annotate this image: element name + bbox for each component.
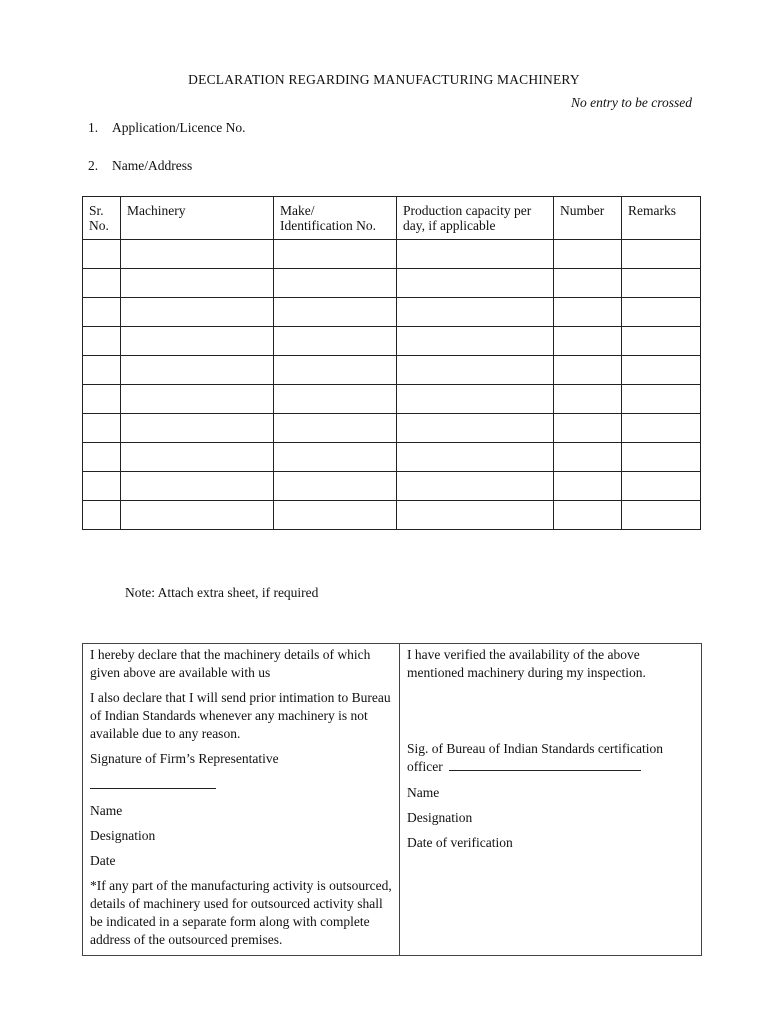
table-cell[interactable] bbox=[121, 269, 274, 298]
table-row bbox=[83, 327, 701, 356]
table-cell[interactable] bbox=[554, 298, 622, 327]
table-cell[interactable] bbox=[554, 385, 622, 414]
table-cell[interactable] bbox=[121, 501, 274, 530]
table-row bbox=[83, 240, 701, 269]
bis-officer-signature-line[interactable] bbox=[449, 758, 641, 771]
table-cell[interactable] bbox=[274, 269, 397, 298]
column-header-make-identification: Make/ Identification No. bbox=[274, 197, 397, 240]
name-address-field bbox=[88, 158, 192, 174]
table-header-row bbox=[83, 197, 701, 240]
intimation-paragraph: I also declare that I will send prior intimation to Bureau of Indian Standards whenever any machinery is not available due to any reason. bbox=[90, 690, 391, 741]
firm-signature-line[interactable] bbox=[90, 774, 216, 789]
bis-officer-designation-label: Designation bbox=[407, 810, 473, 825]
table-row bbox=[83, 472, 701, 501]
firm-date-label: Date bbox=[90, 853, 116, 868]
table-cell[interactable] bbox=[121, 385, 274, 414]
table-cell[interactable] bbox=[622, 414, 701, 443]
table-cell[interactable] bbox=[83, 298, 121, 327]
table-cell[interactable] bbox=[274, 501, 397, 530]
table-cell[interactable] bbox=[274, 298, 397, 327]
table-cell[interactable] bbox=[622, 269, 701, 298]
table-row bbox=[83, 501, 701, 530]
table-cell[interactable] bbox=[274, 356, 397, 385]
bis-officer-signature-label-line1: Sig. of Bureau of Indian Standards certification bbox=[407, 741, 664, 756]
table-cell[interactable] bbox=[397, 356, 554, 385]
table-cell[interactable] bbox=[121, 240, 274, 269]
table-cell[interactable] bbox=[622, 327, 701, 356]
table-cell[interactable] bbox=[397, 501, 554, 530]
table-cell[interactable] bbox=[554, 443, 622, 472]
table-cell[interactable] bbox=[554, 327, 622, 356]
column-header-remarks: Remarks bbox=[622, 197, 701, 240]
table-cell[interactable] bbox=[397, 443, 554, 472]
table-cell[interactable] bbox=[121, 327, 274, 356]
table-cell[interactable] bbox=[397, 327, 554, 356]
table-cell[interactable] bbox=[622, 472, 701, 501]
firm-signature-label: Signature of Firm’s Representative bbox=[90, 751, 279, 766]
column-header-production-capacity: Production capacity per day, if applicable bbox=[397, 197, 554, 240]
firm-name-label: Name bbox=[90, 803, 123, 818]
table-cell[interactable] bbox=[554, 501, 622, 530]
outsourcing-footnote: *If any part of the manufacturing activity is outsourced, details of machinery used for outsourced activity shall be indicated in a separate form along with complete address of the outsourced premises. bbox=[90, 878, 392, 947]
table-cell[interactable] bbox=[274, 240, 397, 269]
table-cell[interactable] bbox=[274, 385, 397, 414]
table-cell[interactable] bbox=[83, 443, 121, 472]
table-cell[interactable] bbox=[274, 414, 397, 443]
table-cell[interactable] bbox=[121, 472, 274, 501]
table-cell[interactable] bbox=[274, 472, 397, 501]
bis-officer-signature-label-line2: officer bbox=[407, 759, 443, 774]
table-cell[interactable] bbox=[274, 443, 397, 472]
machinery-table bbox=[82, 196, 701, 530]
table-row bbox=[83, 298, 701, 327]
table-cell[interactable] bbox=[397, 240, 554, 269]
table-cell[interactable] bbox=[554, 240, 622, 269]
table-cell[interactable] bbox=[622, 356, 701, 385]
table-row bbox=[83, 269, 701, 298]
field-label: Application/Licence No. bbox=[112, 120, 246, 135]
column-header-sr-no: Sr. No. bbox=[83, 197, 121, 240]
table-cell[interactable] bbox=[554, 414, 622, 443]
table-cell[interactable] bbox=[622, 501, 701, 530]
table-cell[interactable] bbox=[397, 298, 554, 327]
table-cell[interactable] bbox=[622, 298, 701, 327]
table-cell[interactable] bbox=[554, 356, 622, 385]
table-cell[interactable] bbox=[397, 385, 554, 414]
table-cell[interactable] bbox=[622, 443, 701, 472]
verification-paragraph: I have verified the availability of the above mentioned machinery during my inspection. bbox=[407, 647, 646, 680]
table-cell[interactable] bbox=[83, 501, 121, 530]
table-cell[interactable] bbox=[121, 414, 274, 443]
table-cell[interactable] bbox=[83, 269, 121, 298]
table-cell[interactable] bbox=[121, 298, 274, 327]
table-cell[interactable] bbox=[83, 414, 121, 443]
table-cell[interactable] bbox=[83, 240, 121, 269]
table-cell[interactable] bbox=[121, 443, 274, 472]
declaration-table bbox=[82, 643, 702, 956]
table-cell[interactable] bbox=[554, 472, 622, 501]
table-cell[interactable] bbox=[83, 385, 121, 414]
table-cell[interactable] bbox=[83, 472, 121, 501]
column-header-machinery: Machinery bbox=[121, 197, 274, 240]
table-cell[interactable] bbox=[121, 356, 274, 385]
note-text: Note: Attach extra sheet, if required bbox=[125, 585, 319, 600]
table-cell[interactable] bbox=[83, 327, 121, 356]
field-label: Name/Address bbox=[112, 158, 193, 173]
bis-verification-cell bbox=[400, 644, 702, 956]
table-row bbox=[83, 414, 701, 443]
table-cell[interactable] bbox=[397, 472, 554, 501]
table-cell[interactable] bbox=[622, 240, 701, 269]
firm-designation-label: Designation bbox=[90, 828, 156, 843]
table-cell[interactable] bbox=[397, 414, 554, 443]
application-licence-field bbox=[88, 120, 245, 136]
firm-declaration-cell bbox=[83, 644, 400, 956]
column-header-number: Number bbox=[554, 197, 622, 240]
table-cell[interactable] bbox=[554, 269, 622, 298]
field-number: 2. bbox=[88, 158, 99, 173]
table-cell[interactable] bbox=[622, 385, 701, 414]
verification-date-label: Date of verification bbox=[407, 835, 513, 850]
table-row bbox=[83, 385, 701, 414]
table-row bbox=[83, 356, 701, 385]
table-cell[interactable] bbox=[397, 269, 554, 298]
bis-officer-name-label: Name bbox=[407, 785, 440, 800]
table-cell[interactable] bbox=[83, 356, 121, 385]
table-cell[interactable] bbox=[274, 327, 397, 356]
document-subtitle: No entry to be crossed bbox=[571, 95, 692, 110]
document-title: DECLARATION REGARDING MANUFACTURING MACHINERY bbox=[188, 72, 580, 87]
field-number: 1. bbox=[88, 120, 99, 135]
declaration-paragraph: I hereby declare that the machinery details of which given above are available with us bbox=[90, 647, 371, 680]
machinery-table-body bbox=[83, 240, 701, 530]
table-row bbox=[83, 443, 701, 472]
